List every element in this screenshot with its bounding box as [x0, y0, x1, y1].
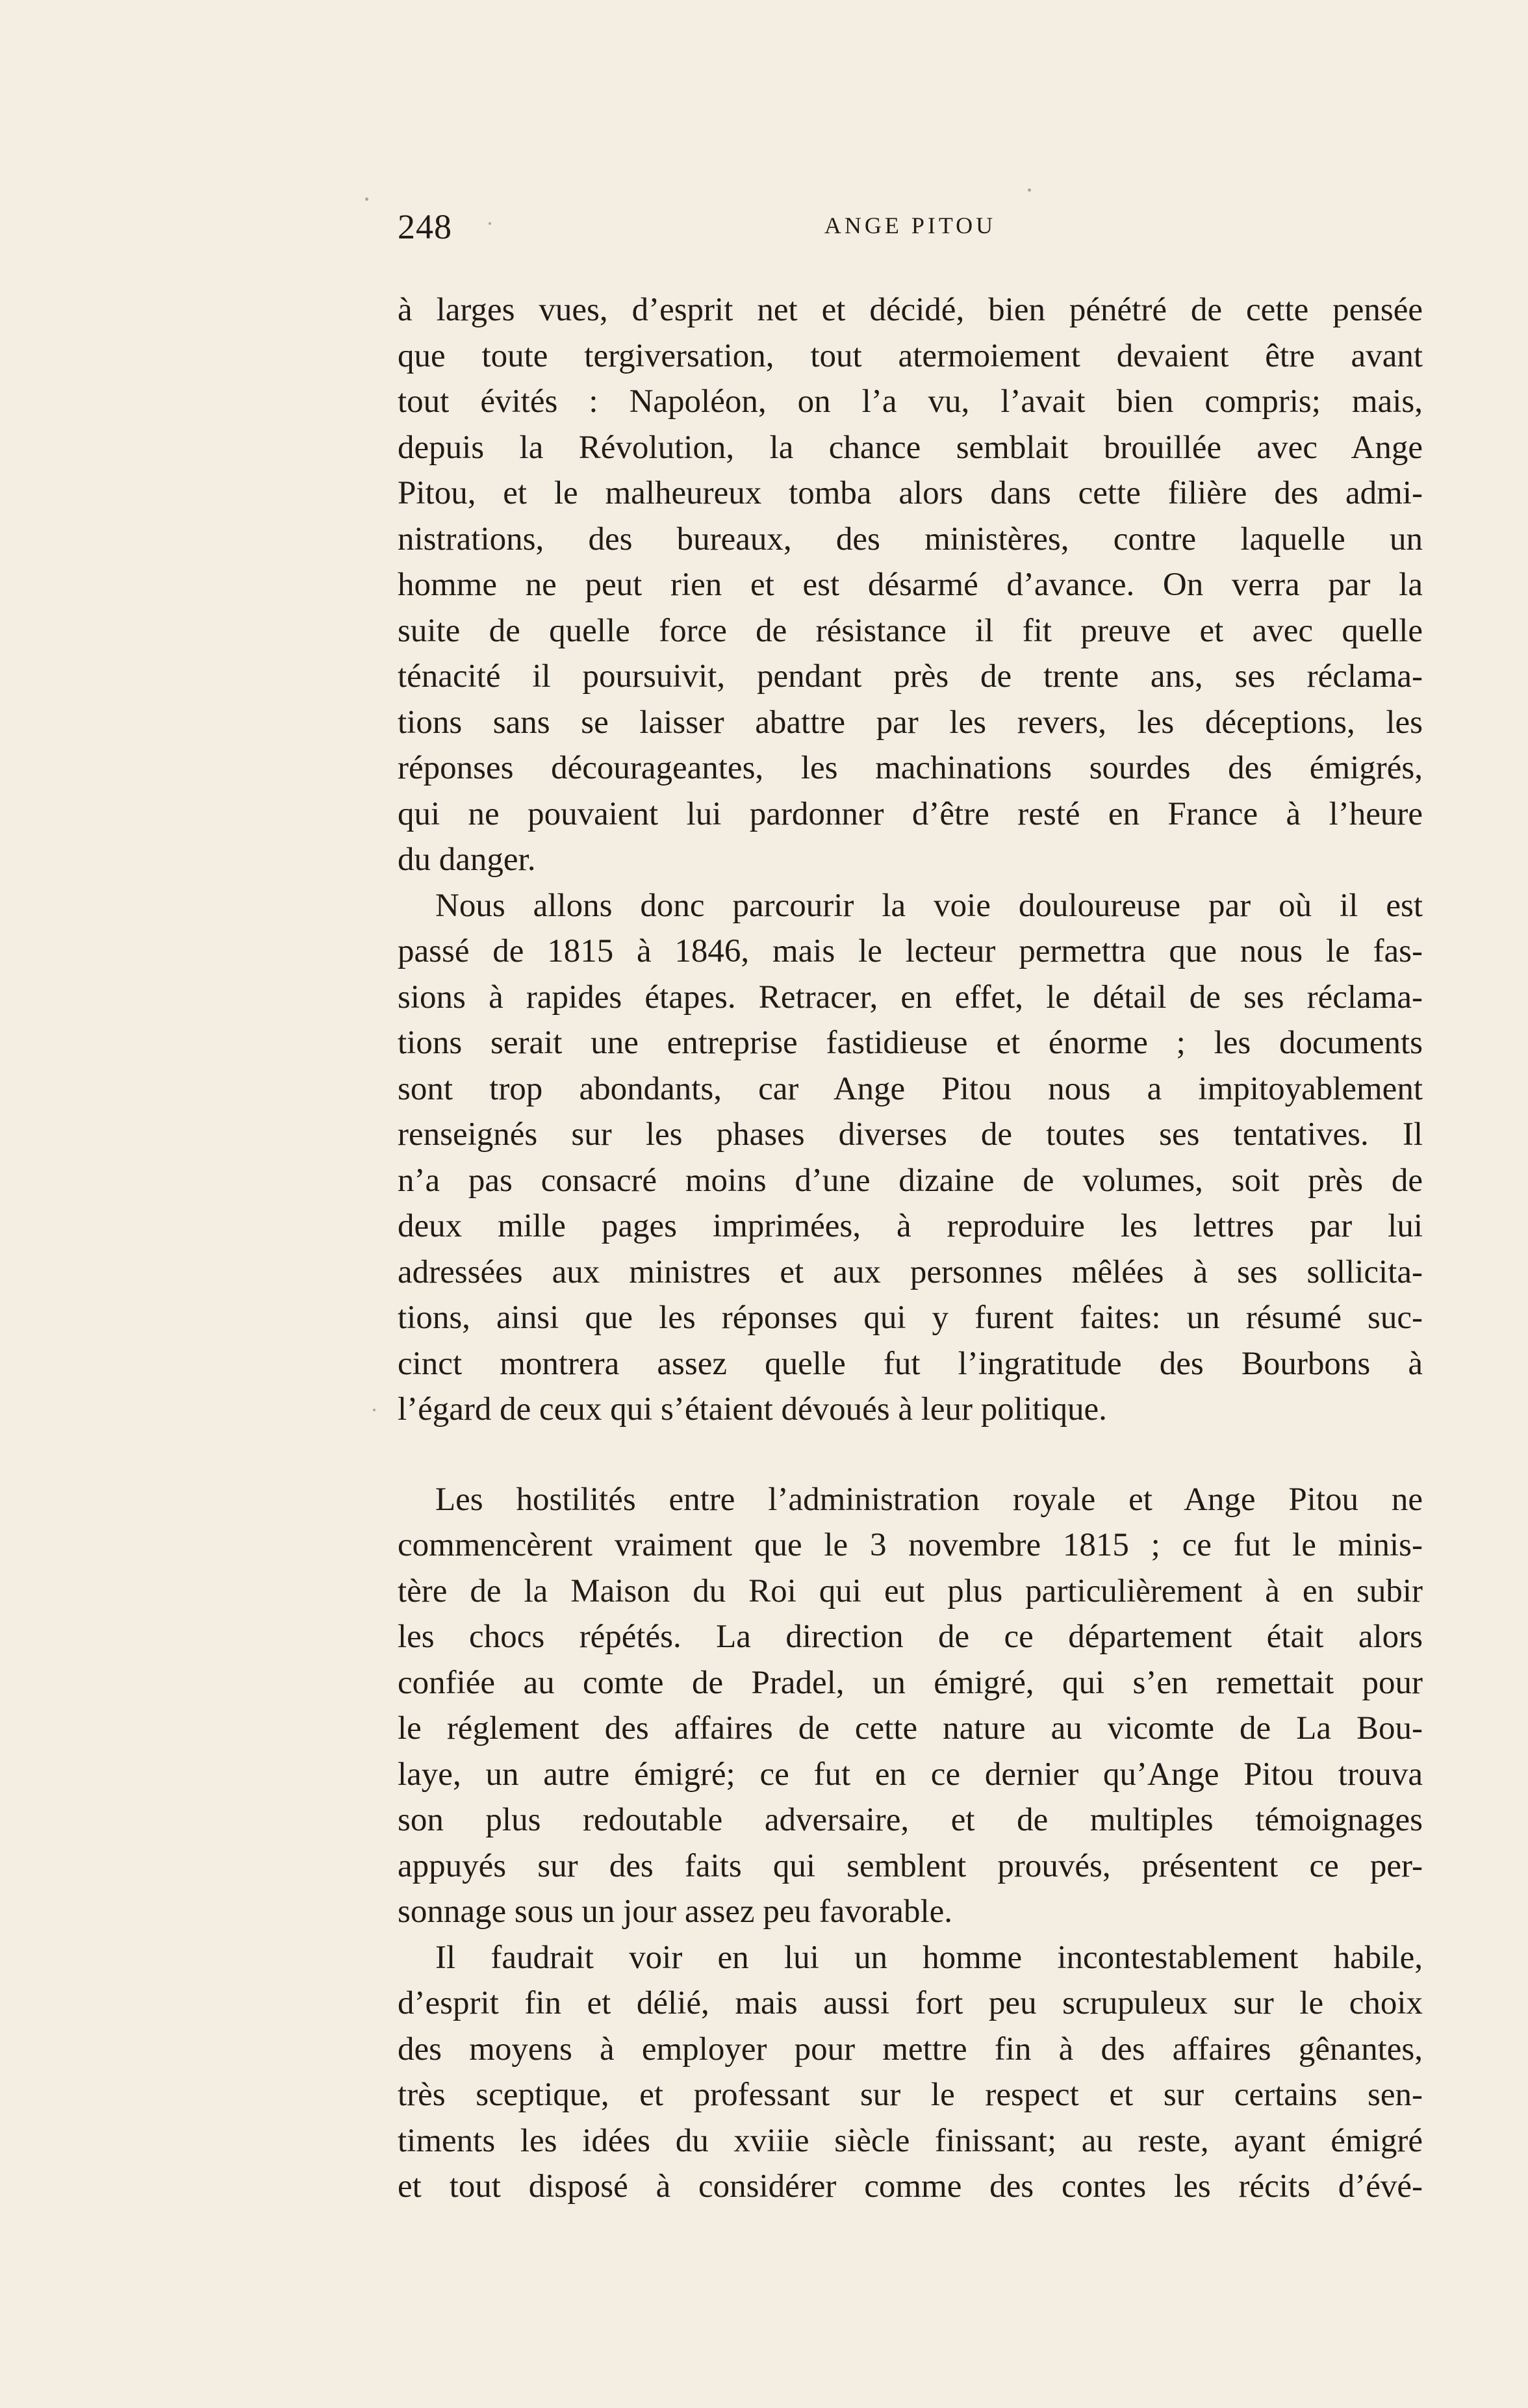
running-head [398, 207, 1423, 259]
text-line: suite de quelle force de résistance il fit preuve et avec quelle [398, 612, 1423, 649]
text-line: sont trop abondants, car Ange Pitou nous a impitoyablement [398, 1070, 1423, 1107]
paragraph [398, 287, 1423, 883]
paragraph [398, 1935, 1423, 2210]
paper-speck [373, 1409, 376, 1411]
text-line: Les hostilités entre l’administration royale et Ange Pitou ne [435, 1481, 1423, 1518]
text-line: ténacité il poursuivit, pendant près de trente ans, ses réclama- [398, 658, 1423, 695]
text-line: réponses décourageantes, les machinations sourdes des émigrés, [398, 750, 1423, 786]
text-line: tions sans se laisser abattre par les revers, les déceptions, les [398, 704, 1423, 741]
text-line: laye, un autre émigré; ce fut en ce dernier qu’Ange Pitou trouva [398, 1756, 1423, 1793]
text-line: renseignés sur les phases diverses de toutes ses tentatives. Il [398, 1116, 1423, 1153]
text-line: deux mille pages imprimées, à reproduire les lettres par lui [398, 1208, 1423, 1244]
text-line: commencèrent vraiment que le 3 novembre 1815 ; ce fut le minis- [398, 1527, 1423, 1563]
paper-speck [1028, 188, 1031, 192]
text-line: tout évités : Napoléon, on l’a vu, l’avait bien compris; mais, [398, 383, 1423, 420]
text-line: et tout disposé à considérer comme des contes les récits d’évé- [398, 2168, 1423, 2205]
text-line: que toute tergiversation, tout atermoiement devaient être avant [398, 337, 1423, 374]
text-line: des moyens à employer pour mettre fin à des affaires gênantes, [398, 2030, 1423, 2068]
text-line: Pitou, et le malheureux tomba alors dans cette filière des admi- [398, 475, 1423, 511]
paragraph [398, 883, 1423, 1433]
text-line: qui ne pouvaient lui pardonner d’être resté en France à l’heure [398, 795, 1423, 832]
page-number: 248 [398, 207, 452, 246]
text-line: d’esprit fin et délié, mais aussi fort peu scrupuleux sur le choix [398, 1985, 1423, 2021]
text-line: cinct montrera assez quelle fut l’ingratitude des Bourbons à [398, 1345, 1423, 1382]
text-line: son plus redoutable adversaire, et de multiples témoignages [398, 1802, 1423, 1838]
text-line: Il faudrait voir en lui un homme incontestablement habile, [435, 1939, 1423, 1976]
text-line: appuyés sur des faits qui semblent prouvés, présentent ce per- [398, 1847, 1423, 1884]
text-line: nistrations, des bureaux, des ministères, contre laquelle un [398, 520, 1423, 557]
text-line: à larges vues, d’esprit net et décidé, bien pénétré de cette pensée [398, 292, 1423, 328]
paragraph [398, 1477, 1423, 1935]
text-line: tions serait une entreprise fastidieuse et énorme ; les documents [398, 1025, 1423, 1061]
text-line: depuis la Révolution, la chance semblait brouillée avec Ange [398, 429, 1423, 466]
section-break [398, 1433, 1423, 1477]
text-line: l’égard de ceux qui s’étaient dévoués à leur politique. [398, 1391, 1107, 1428]
text-line: tère de la Maison du Roi qui eut plus particulièrement à en subir [398, 1572, 1423, 1609]
text-line: sonnage sous un jour assez peu favorable. [398, 1893, 953, 1930]
text-line: passé de 1815 à 1846, mais le lecteur permettra que nous le fas- [398, 933, 1423, 969]
text-line: timents les idées du xviiie siècle finissant; au reste, ayant émigré [398, 2122, 1423, 2159]
body-text [398, 287, 1423, 2210]
text-line: homme ne peut rien et est désarmé d’avance. On verra par la [398, 567, 1423, 603]
text-line: le réglement des affaires de cette nature au vicomte de La Bou- [398, 1710, 1423, 1747]
text-line: très sceptique, et professant sur le respect et sur certains sen- [398, 2077, 1423, 2113]
paper-speck [365, 198, 368, 201]
text-line: adressées aux ministres et aux personnes mêlées à ses sollicita- [398, 1253, 1423, 1290]
text-line: les chocs répétés. La direction de ce département était alors [398, 1619, 1423, 1655]
text-line: du danger. [398, 841, 536, 878]
text-line: sions à rapides étapes. Retracer, en effet, le détail de ses réclama- [398, 979, 1423, 1016]
text-line: Nous allons donc parcourir la voie douloureuse par où il est [435, 887, 1423, 924]
text-line: tions, ainsi que les réponses qui y furent faites: un résumé suc- [398, 1300, 1423, 1336]
running-title: ANGE PITOU [824, 212, 997, 238]
text-line: confiée au comte de Pradel, un émigré, qui s’en remettait pour [398, 1664, 1423, 1701]
text-line: n’a pas consacré moins d’une dizaine de volumes, soit près de [398, 1162, 1423, 1199]
